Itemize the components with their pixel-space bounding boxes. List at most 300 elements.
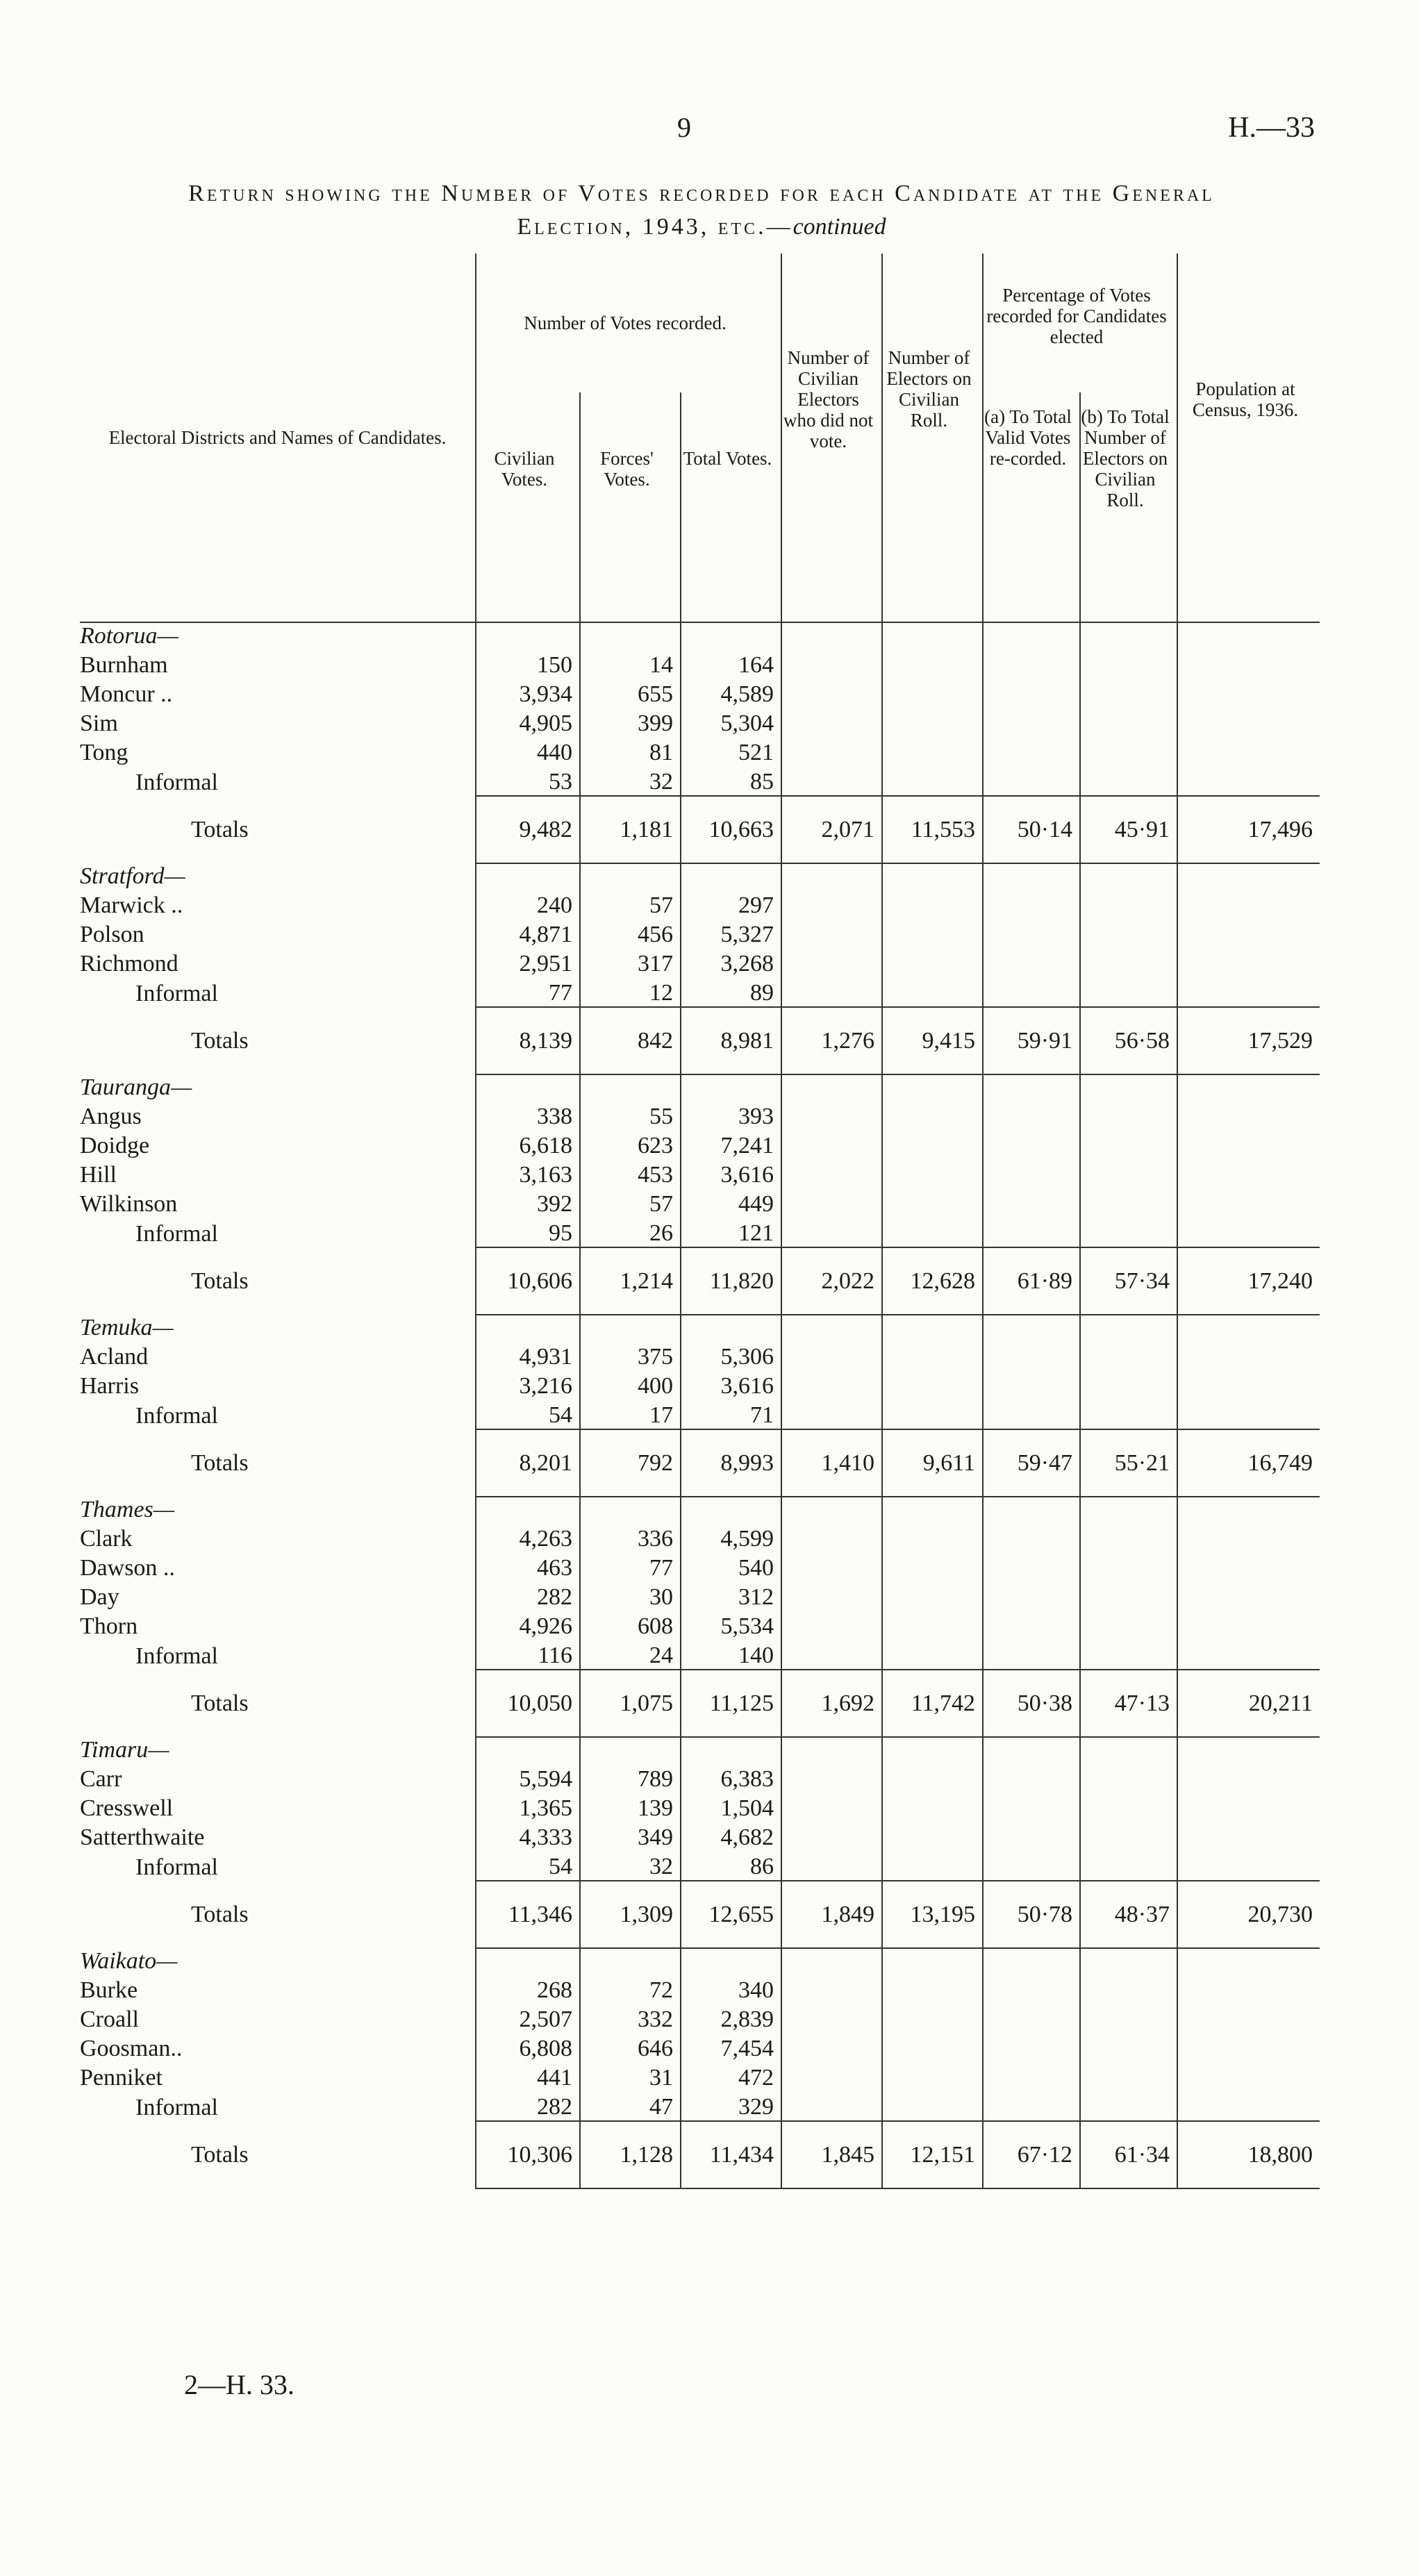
candidate-name-cell <box>80 708 476 737</box>
empty-cell <box>1177 2004 1320 2033</box>
total-votes: 3,616 <box>681 1159 781 1188</box>
empty-cell <box>983 1581 1080 1611</box>
title-line-2 <box>83 210 1320 244</box>
civilian-votes: 4,333 <box>476 1822 580 1851</box>
empty-cell <box>1177 649 1320 679</box>
empty-cell <box>1080 766 1177 796</box>
empty-cell <box>781 766 882 796</box>
totals-pct-a: 59·91 <box>983 1007 1080 1074</box>
title-continued: continued <box>793 214 886 240</box>
title-line-1: Return showing the Number of Votes recorded for each Candidate at the General <box>188 181 1215 206</box>
total-votes: 297 <box>681 890 781 919</box>
forces-votes: 789 <box>580 1763 681 1793</box>
header-votes-group: Number of Votes recorded. <box>476 254 781 392</box>
total-votes: 329 <box>681 2091 781 2121</box>
candidate-name: Informal <box>135 1643 218 1669</box>
forces-votes: 456 <box>580 919 681 948</box>
table-row <box>80 1523 1320 1552</box>
empty-cell <box>781 890 882 919</box>
empty-cell <box>1177 1552 1320 1581</box>
forces-votes: 24 <box>580 1640 681 1670</box>
empty-cell <box>983 766 1080 796</box>
forces-votes: 608 <box>580 1611 681 1640</box>
page-title <box>83 177 1320 244</box>
totals-pct-b: 55·21 <box>1080 1429 1177 1497</box>
totals-nonvoters: 1,849 <box>781 1881 882 1948</box>
empty-cell <box>1080 1851 1177 1881</box>
forces-votes: 349 <box>580 1822 681 1851</box>
votes-table <box>80 254 1320 2189</box>
empty-cell <box>1080 1611 1177 1640</box>
civilian-votes: 116 <box>476 1640 580 1670</box>
empty-cell <box>1177 1975 1320 2004</box>
empty-cell <box>882 1315 983 1341</box>
empty-cell <box>781 649 882 679</box>
candidate-name-cell <box>80 2091 476 2121</box>
empty-cell <box>983 2004 1080 2033</box>
empty-cell <box>1177 1130 1320 1159</box>
totals-population: 17,529 <box>1177 1007 1320 1074</box>
totals-label: Totals <box>191 1901 249 1927</box>
empty-cell <box>1177 1159 1320 1188</box>
total-votes: 5,327 <box>681 919 781 948</box>
empty-cell <box>1080 1975 1177 2004</box>
total-votes: 4,589 <box>681 679 781 708</box>
empty-cell <box>983 1341 1080 1370</box>
totals-total: 11,434 <box>681 2121 781 2188</box>
empty-cell <box>882 863 983 890</box>
district-name: Rotorua— <box>80 623 179 649</box>
empty-cell <box>681 1074 781 1101</box>
empty-cell <box>781 1763 882 1793</box>
totals-civilian: 11,346 <box>476 1881 580 1948</box>
civilian-votes: 95 <box>476 1218 580 1247</box>
empty-cell <box>983 1497 1080 1523</box>
civilian-votes: 53 <box>476 766 580 796</box>
empty-cell <box>1080 1101 1177 1130</box>
total-votes: 1,504 <box>681 1793 781 1822</box>
table-row <box>80 737 1320 766</box>
totals-total: 11,125 <box>681 1670 781 1737</box>
empty-cell <box>882 890 983 919</box>
empty-cell <box>983 622 1080 649</box>
empty-cell <box>1177 890 1320 919</box>
empty-cell <box>882 1101 983 1130</box>
civilian-votes: 6,808 <box>476 2033 580 2062</box>
forces-votes: 332 <box>580 2004 681 2033</box>
empty-cell <box>781 737 882 766</box>
empty-cell <box>1080 1370 1177 1399</box>
candidate-name: Angus <box>80 1104 142 1129</box>
candidate-name-cell <box>80 1611 476 1640</box>
totals-nonvoters: 1,276 <box>781 1007 882 1074</box>
empty-cell <box>882 708 983 737</box>
candidate-name-cell <box>80 737 476 766</box>
civilian-votes: 268 <box>476 1975 580 2004</box>
totals-label-cell <box>80 796 476 863</box>
empty-cell <box>781 2033 882 2062</box>
empty-cell <box>1177 1315 1320 1341</box>
totals-forces: 1,309 <box>580 1881 681 1948</box>
empty-cell <box>580 622 681 649</box>
totals-row <box>80 1429 1320 1497</box>
candidate-name: Burnham <box>80 652 168 678</box>
forces-votes: 57 <box>580 890 681 919</box>
total-votes: 5,534 <box>681 1611 781 1640</box>
candidate-name-cell <box>80 977 476 1007</box>
empty-cell <box>781 679 882 708</box>
candidate-name-cell <box>80 919 476 948</box>
empty-cell <box>1080 977 1177 1007</box>
civilian-votes: 4,871 <box>476 919 580 948</box>
table-row <box>80 1975 1320 2004</box>
empty-cell <box>882 1763 983 1793</box>
empty-cell <box>1177 2091 1320 2121</box>
empty-cell <box>781 1370 882 1399</box>
empty-cell <box>882 1370 983 1399</box>
candidate-name: Cresswell <box>80 1795 174 1821</box>
civilian-votes: 338 <box>476 1101 580 1130</box>
empty-cell <box>983 1370 1080 1399</box>
footer-signature: 2—H. 33. <box>184 2369 294 2400</box>
totals-total: 11,820 <box>681 1247 781 1315</box>
empty-cell <box>882 1737 983 1763</box>
totals-pct-b: 47·13 <box>1080 1670 1177 1737</box>
empty-cell <box>781 1074 882 1101</box>
totals-label: Totals <box>191 1690 249 1716</box>
empty-cell <box>1177 1948 1320 1975</box>
table-row <box>80 2091 1320 2121</box>
empty-cell <box>681 622 781 649</box>
empty-cell <box>983 1552 1080 1581</box>
forces-votes: 31 <box>580 2062 681 2091</box>
candidate-name: Informal <box>135 1854 218 1880</box>
empty-cell <box>1177 2062 1320 2091</box>
totals-label-cell <box>80 1007 476 1074</box>
civilian-votes: 440 <box>476 737 580 766</box>
empty-cell <box>781 1399 882 1429</box>
header-district: Electoral Districts and Names of Candidates. <box>80 254 476 622</box>
totals-row <box>80 1007 1320 1074</box>
total-votes: 121 <box>681 1218 781 1247</box>
empty-cell <box>781 1315 882 1341</box>
empty-cell <box>781 708 882 737</box>
forces-votes: 12 <box>580 977 681 1007</box>
empty-cell <box>983 1611 1080 1640</box>
totals-nonvoters: 1,410 <box>781 1429 882 1497</box>
empty-cell <box>1080 1737 1177 1763</box>
table-row <box>80 2004 1320 2033</box>
empty-cell <box>1177 1851 1320 1881</box>
table-row <box>80 1763 1320 1793</box>
empty-cell <box>1177 1399 1320 1429</box>
totals-label: Totals <box>191 1268 249 1294</box>
candidate-name: Day <box>80 1584 119 1610</box>
totals-population: 16,749 <box>1177 1429 1320 1497</box>
empty-cell <box>983 1975 1080 2004</box>
empty-cell <box>1177 948 1320 977</box>
total-votes: 7,454 <box>681 2033 781 2062</box>
total-votes: 85 <box>681 766 781 796</box>
totals-pct-b: 48·37 <box>1080 1881 1177 1948</box>
table-row <box>80 1130 1320 1159</box>
candidate-name-cell <box>80 1218 476 1247</box>
candidate-name: Marwick .. <box>80 892 183 918</box>
candidate-name: Carr <box>80 1766 122 1792</box>
totals-label-cell <box>80 2121 476 2188</box>
candidate-name: Harris <box>80 1373 139 1399</box>
totals-nonvoters: 2,071 <box>781 796 882 863</box>
empty-cell <box>983 863 1080 890</box>
empty-cell <box>1177 1581 1320 1611</box>
forces-votes: 646 <box>580 2033 681 2062</box>
forces-votes: 72 <box>580 1975 681 2004</box>
empty-cell <box>1080 1948 1177 1975</box>
table-row <box>80 1218 1320 1247</box>
candidate-name: Penniket <box>80 2065 163 2091</box>
civilian-votes: 5,594 <box>476 1763 580 1793</box>
empty-cell <box>1177 1188 1320 1218</box>
totals-label-cell <box>80 1670 476 1737</box>
total-votes: 3,616 <box>681 1370 781 1399</box>
totals-pct-a: 50·14 <box>983 796 1080 863</box>
empty-cell <box>1080 622 1177 649</box>
empty-cell <box>781 1611 882 1640</box>
candidate-name: Clark <box>80 1526 133 1552</box>
total-votes: 540 <box>681 1552 781 1581</box>
document-reference: H.—33 <box>1228 112 1315 144</box>
table-row <box>80 1370 1320 1399</box>
empty-cell <box>1177 1341 1320 1370</box>
empty-cell <box>983 1851 1080 1881</box>
empty-cell <box>781 919 882 948</box>
candidate-name: Moncur .. <box>80 681 173 707</box>
candidate-name-cell <box>80 1188 476 1218</box>
civilian-votes: 463 <box>476 1552 580 1581</box>
candidate-name-cell <box>80 1399 476 1429</box>
total-votes: 71 <box>681 1399 781 1429</box>
table-row <box>80 890 1320 919</box>
totals-population: 20,730 <box>1177 1881 1320 1948</box>
empty-cell <box>1177 1101 1320 1130</box>
empty-cell <box>1177 1737 1320 1763</box>
candidate-name: Dawson .. <box>80 1555 175 1581</box>
table-row <box>80 766 1320 796</box>
candidate-name: Informal <box>135 1221 218 1247</box>
total-votes: 6,383 <box>681 1763 781 1793</box>
empty-cell <box>1080 679 1177 708</box>
empty-cell <box>681 1315 781 1341</box>
total-votes: 340 <box>681 1975 781 2004</box>
empty-cell <box>781 1851 882 1881</box>
empty-cell <box>1177 1611 1320 1640</box>
empty-cell <box>882 1074 983 1101</box>
totals-label-cell <box>80 1881 476 1948</box>
civilian-votes: 282 <box>476 2091 580 2121</box>
empty-cell <box>1177 1640 1320 1670</box>
empty-cell <box>983 679 1080 708</box>
totals-population: 17,496 <box>1177 796 1320 863</box>
total-votes: 393 <box>681 1101 781 1130</box>
forces-votes: 81 <box>580 737 681 766</box>
empty-cell <box>882 1851 983 1881</box>
totals-population: 18,800 <box>1177 2121 1320 2188</box>
totals-label: Totals <box>191 1449 249 1476</box>
total-votes: 5,306 <box>681 1341 781 1370</box>
empty-cell <box>781 863 882 890</box>
total-votes: 4,599 <box>681 1523 781 1552</box>
empty-cell <box>781 1737 882 1763</box>
table-row <box>80 1159 1320 1188</box>
candidate-name-cell <box>80 649 476 679</box>
empty-cell <box>1080 2062 1177 2091</box>
civilian-votes: 150 <box>476 649 580 679</box>
header-forces: Forces' Votes. <box>580 392 681 622</box>
empty-cell <box>1177 977 1320 1007</box>
empty-cell <box>983 1793 1080 1822</box>
empty-cell <box>1177 1497 1320 1523</box>
forces-votes: 623 <box>580 1130 681 1159</box>
empty-cell <box>1080 1552 1177 1581</box>
forces-votes: 375 <box>580 1341 681 1370</box>
civilian-votes: 4,263 <box>476 1523 580 1552</box>
empty-cell <box>1177 708 1320 737</box>
empty-cell <box>882 1581 983 1611</box>
civilian-votes: 392 <box>476 1188 580 1218</box>
empty-cell <box>781 1188 882 1218</box>
empty-cell <box>1177 863 1320 890</box>
candidate-name-cell <box>80 1975 476 2004</box>
empty-cell <box>681 863 781 890</box>
totals-population: 17,240 <box>1177 1247 1320 1315</box>
candidate-name-cell <box>80 1101 476 1130</box>
empty-cell <box>882 1611 983 1640</box>
empty-cell <box>580 1074 681 1101</box>
empty-cell <box>1177 737 1320 766</box>
table-row <box>80 1851 1320 1881</box>
empty-cell <box>983 1822 1080 1851</box>
totals-pct-b: 57·34 <box>1080 1247 1177 1315</box>
empty-cell <box>781 1822 882 1851</box>
civilian-votes: 3,216 <box>476 1370 580 1399</box>
empty-cell <box>882 2062 983 2091</box>
empty-cell <box>882 1399 983 1429</box>
candidate-name-cell <box>80 1159 476 1188</box>
empty-cell <box>882 1341 983 1370</box>
totals-forces: 842 <box>580 1007 681 1074</box>
empty-cell <box>476 1315 580 1341</box>
total-votes: 164 <box>681 649 781 679</box>
empty-cell <box>1177 2033 1320 2062</box>
empty-cell <box>882 2091 983 2121</box>
empty-cell <box>983 1763 1080 1793</box>
table-row <box>80 1101 1320 1130</box>
empty-cell <box>1080 1581 1177 1611</box>
empty-cell <box>1080 1497 1177 1523</box>
forces-votes: 30 <box>580 1581 681 1611</box>
table-row <box>80 1341 1320 1370</box>
totals-total: 10,663 <box>681 796 781 863</box>
empty-cell <box>781 1101 882 1130</box>
totals-nonvoters: 2,022 <box>781 1247 882 1315</box>
empty-cell <box>1080 737 1177 766</box>
totals-civilian: 10,306 <box>476 2121 580 2188</box>
empty-cell <box>1080 919 1177 948</box>
totals-electors: 9,415 <box>882 1007 983 1074</box>
empty-cell <box>781 1975 882 2004</box>
empty-cell <box>580 1948 681 1975</box>
forces-votes: 55 <box>580 1101 681 1130</box>
table-row <box>80 948 1320 977</box>
table-row <box>80 1611 1320 1640</box>
totals-civilian: 10,050 <box>476 1670 580 1737</box>
empty-cell <box>781 2091 882 2121</box>
table-row <box>80 2062 1320 2091</box>
civilian-votes: 4,905 <box>476 708 580 737</box>
candidate-name: Acland <box>80 1344 149 1370</box>
table-row <box>80 1793 1320 1822</box>
totals-electors: 13,195 <box>882 1881 983 1948</box>
empty-cell <box>882 1975 983 2004</box>
empty-cell <box>983 1188 1080 1218</box>
empty-cell <box>781 1523 882 1552</box>
header-total: Total Votes. <box>681 392 781 622</box>
candidate-name-cell <box>80 1793 476 1822</box>
forces-votes: 77 <box>580 1552 681 1581</box>
candidate-name: Informal <box>135 1403 218 1429</box>
total-votes: 5,304 <box>681 708 781 737</box>
empty-cell <box>476 1737 580 1763</box>
empty-cell <box>1080 1315 1177 1341</box>
empty-cell <box>580 863 681 890</box>
empty-cell <box>1080 890 1177 919</box>
empty-cell <box>882 919 983 948</box>
empty-cell <box>983 2062 1080 2091</box>
totals-population: 20,211 <box>1177 1670 1320 1737</box>
table-row <box>80 1640 1320 1670</box>
empty-cell <box>882 1552 983 1581</box>
totals-forces: 1,181 <box>580 796 681 863</box>
empty-cell <box>882 622 983 649</box>
candidate-name: Satterthwaite <box>80 1825 205 1850</box>
totals-forces: 1,214 <box>580 1247 681 1315</box>
empty-cell <box>781 2062 882 2091</box>
header-percentage-group: Percentage of Votes recorded for Candidates elected <box>983 254 1177 392</box>
forces-votes: 655 <box>580 679 681 708</box>
empty-cell <box>882 1640 983 1670</box>
forces-votes: 57 <box>580 1188 681 1218</box>
totals-civilian: 8,201 <box>476 1429 580 1497</box>
totals-forces: 792 <box>580 1429 681 1497</box>
empty-cell <box>1080 2033 1177 2062</box>
totals-pct-a: 50·78 <box>983 1881 1080 1948</box>
empty-cell <box>1177 766 1320 796</box>
candidate-name: Goosman.. <box>80 2036 183 2061</box>
civilian-votes: 2,951 <box>476 948 580 977</box>
empty-cell <box>1177 1793 1320 1822</box>
empty-cell <box>476 622 580 649</box>
empty-cell <box>1080 649 1177 679</box>
civilian-votes: 441 <box>476 2062 580 2091</box>
header-civilian: Civilian Votes. <box>476 392 580 622</box>
forces-votes: 317 <box>580 948 681 977</box>
empty-cell <box>781 1159 882 1188</box>
empty-cell <box>1177 1074 1320 1101</box>
totals-pct-b: 61·34 <box>1080 2121 1177 2188</box>
total-votes: 3,268 <box>681 948 781 977</box>
totals-row <box>80 1670 1320 1737</box>
forces-votes: 400 <box>580 1370 681 1399</box>
